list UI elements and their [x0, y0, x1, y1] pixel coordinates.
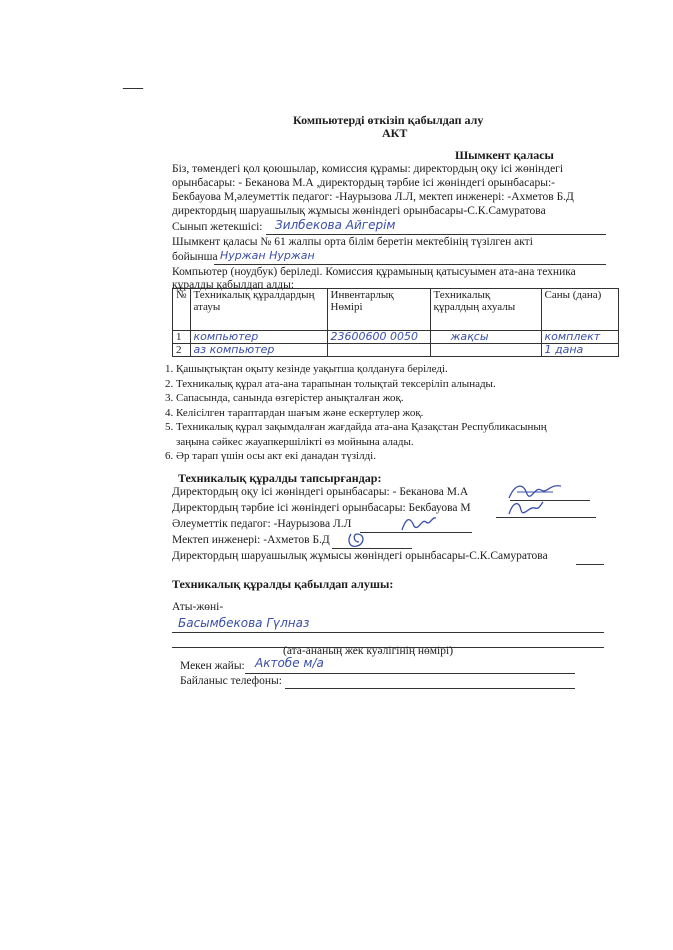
handover-heading: Техникалық құралды тапсырғандар:	[178, 471, 382, 485]
signature-line	[576, 564, 604, 565]
list-item: 4. Келісілген тараптардан шағым және ескертулер жоқ.	[176, 406, 547, 421]
row-quantity: 1 дана	[541, 344, 618, 357]
handover-line: Директордың тәрбие ісі жөніндегі орынбасары: Бекбауова М	[172, 502, 471, 514]
list-item: 6. Әр тарап үшін осы акт екі данадан түзілді.	[176, 449, 547, 464]
intro-line: орынбасары: - Беканова М.А ,директордың тәрбие ісі жөніндегі орынбасары:-	[172, 177, 555, 189]
list-item: заңына сәйкес жауапкершілікті өз мойнына алады.	[176, 435, 414, 448]
list-item: 5. Техникалық құрал зақымдалған жағдайда ата-ана Қазақстан Республикасының	[176, 420, 547, 435]
row-number: 1	[173, 331, 191, 344]
name-underline	[172, 632, 604, 633]
equipment-table	[172, 288, 619, 357]
teacher-underline	[266, 234, 606, 235]
address-label: Мекен жайы:	[180, 660, 245, 672]
header-inventory: Инвентарлық Нөмірі	[327, 289, 430, 331]
device-line-2: құралды қабылдап алды:	[172, 279, 295, 291]
handover-line: Мектеп инженері: -Ахметов Б.Д	[172, 534, 330, 546]
row-quantity: комплект	[541, 331, 618, 344]
row-state: жақсы	[430, 331, 541, 344]
header-number: №	[173, 289, 191, 331]
list-item: 1. Қашықтықтан оқыту кезінде уақытша қолдануға беріледі.	[176, 362, 547, 377]
teacher-value: Зилбекова Айгерім	[275, 218, 396, 232]
header-name: Техникалық құралдардың атауы	[190, 289, 327, 331]
handover-line: Директордың оқу ісі жөніндегі орынбасары: - Беканова М.А	[172, 486, 469, 498]
basis-value: Нуржан Нуржан	[220, 249, 315, 262]
stray-mark: —	[123, 76, 143, 98]
intro-line: Бекбауова М,әлеуметтік педагог: -Наурызова Л.Л, мектеп инженері: -Ахметов Б.Д	[172, 191, 574, 203]
address-value: Актобе м/а	[255, 656, 324, 670]
row-name: компьютер	[190, 331, 327, 344]
receiver-heading: Техникалық құралды қабылдап алушы:	[172, 577, 394, 591]
list-item: 3. Сапасында, санында өзгерістер анықталған жоқ.	[176, 391, 547, 406]
address-underline	[245, 673, 575, 674]
row-number: 2	[173, 344, 191, 357]
row-inventory	[327, 344, 430, 357]
header-quantity: Саны (дана)	[541, 289, 618, 331]
row-state	[430, 344, 541, 357]
school-line: Шымкент қаласы № 61 жалпы орта білім беретін мектебінің түзілген акті	[172, 236, 533, 248]
signature-bekbauova	[505, 498, 545, 520]
teacher-label: Сынып жетекшісі:	[172, 221, 263, 233]
handover-line: Директордың шаруашылық жұмысы жөніндегі орынбасары-С.К.Самуратова	[172, 550, 548, 562]
intro-line: Біз, төмендегі қол қоюшылар, комиссия құрамы: директордың оқу ісі жөніндегі	[172, 163, 564, 175]
row-name: аз компьютер	[190, 344, 327, 357]
name-label: Аты-жөні-	[172, 601, 224, 613]
signature-nauryzova	[398, 512, 438, 534]
signature-line	[332, 548, 412, 549]
basis-underline	[214, 264, 606, 265]
city-label: Шымкент қаласы	[455, 148, 554, 162]
header-state: Техникалық құралдың ахуалы	[430, 289, 541, 331]
phone-underline	[285, 688, 575, 689]
signature-akhmetov	[345, 530, 369, 550]
table-row	[173, 344, 619, 357]
document-title: Компьютерді өткізіп қабылдап алу	[293, 113, 484, 127]
row-inventory: 23600600 0050	[327, 331, 430, 344]
handover-line: Әлеуметтік педагог: -Наурызова Л.Л	[172, 518, 352, 530]
table-header-row	[173, 289, 619, 331]
conditions-list	[158, 362, 547, 464]
device-line-1: Компьютер (ноудбук) беріледі. Комиссия құрамының қатысуымен ата-ана техника	[172, 266, 576, 278]
table-row	[173, 331, 619, 344]
basis-label: бойынша	[172, 251, 218, 263]
name-value: Басымбекова Гүлназ	[178, 616, 310, 630]
document-subtitle: АКТ	[382, 126, 408, 140]
intro-line: директордың шаруашылық жұмысы жөніндегі орынбасары-С.К.Самуратова	[172, 205, 546, 217]
list-item: 2. Техникалық құрал ата-ана тарапынан толықтай тексеріліп алынады.	[176, 377, 547, 392]
phone-label: Байланыс телефоны:	[180, 675, 282, 687]
parent-id-note: (ата-ананың жек куәлігінің нөмірі)	[283, 645, 454, 657]
